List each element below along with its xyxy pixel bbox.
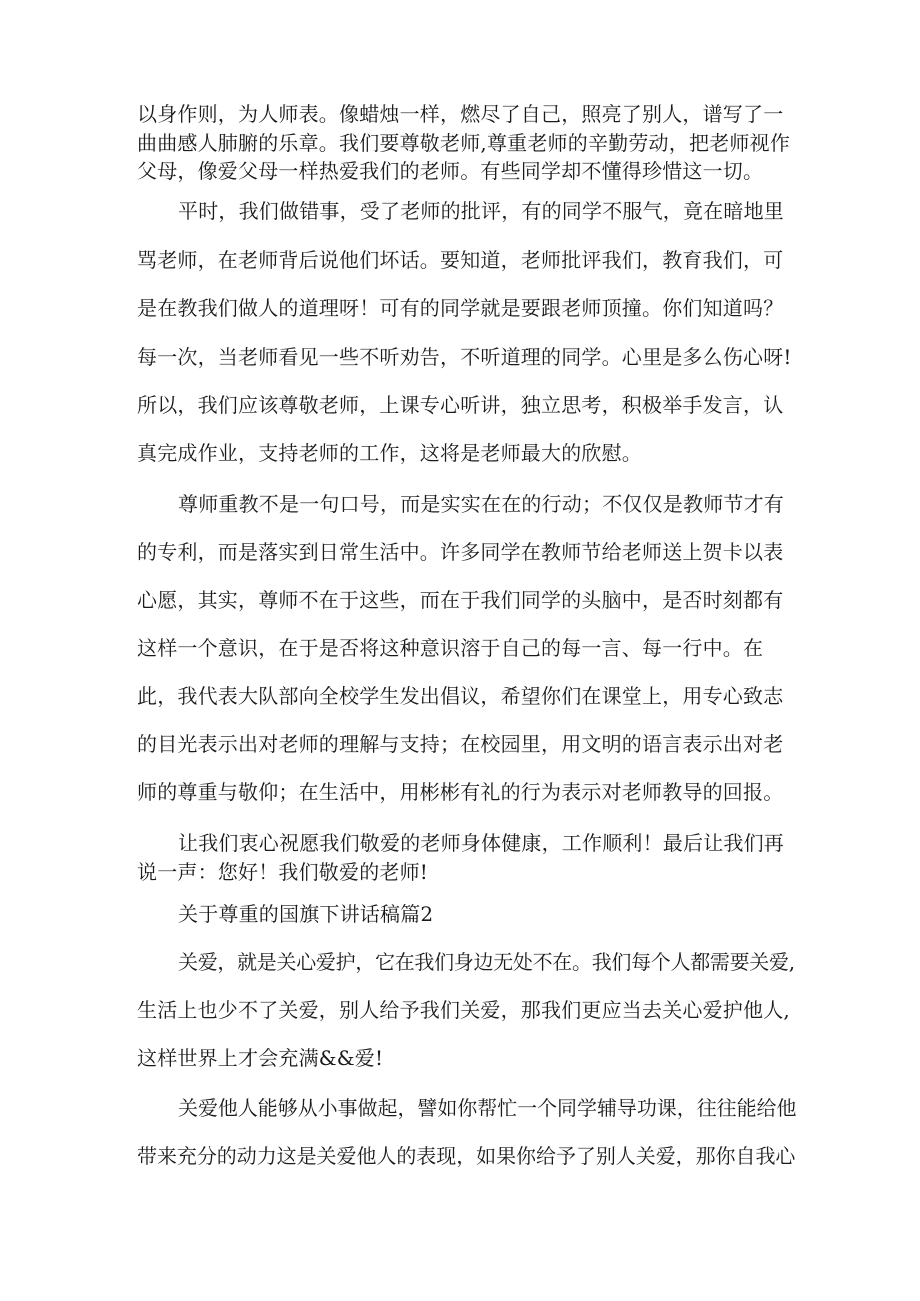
paragraph-1-line-2: 曲曲感人肺腑的乐章。我们要尊敬老师,尊重老师的辛勤劳动，把老师视作 xyxy=(137,131,790,155)
paragraph-2-line-4: 每一次，当老师看见一些不听劝告，不听道理的同学。心里是多么伤心呀! xyxy=(137,345,792,369)
paragraph-2-line-1: 平时，我们做错事，受了老师的批评，有的同学不服气，竟在暗地里 xyxy=(178,199,784,223)
paragraph-1-line-3: 父母，像爱父母一样热爱我们的老师。有些同学却不懂得珍惜这一切。 xyxy=(137,159,764,183)
paragraph-5-line-1: 关爱，就是关心爱护，它在我们身边无处不在。我们每个人都需要关爱, xyxy=(178,950,795,974)
paragraph-5-line-2: 生活上也少不了关爱，别人给予我们关爱，那我们更应当去关心爱护他人, xyxy=(137,998,790,1022)
paragraph-6-line-1: 关爱他人能够从小事做起，譬如你帮忙一个同学辅导功课，往往能给他 xyxy=(178,1096,797,1120)
paragraph-2-line-5: 所以，我们应该尊敬老师，上课专心听讲，独立思考，积极举手发言，认 xyxy=(137,393,784,417)
paragraph-3-line-3: 心愿，其实，尊师不在于这些，而在于我们同学的头脑中，是否时刻都有 xyxy=(137,588,784,612)
paragraph-3-line-7: 师的尊重与敬仰；在生活中，用彬彬有礼的行为表示对老师教导的回报。 xyxy=(137,780,784,804)
paragraph-4-line-2: 说一声：您好！我们敬爱的老师! xyxy=(137,860,429,884)
paragraph-1-line-1: 以身作则，为人师表。像蜡烛一样，燃尽了自己，照亮了别人，谱写了一 xyxy=(137,102,784,126)
paragraph-2-line-3: 是在教我们做人的道理呀！可有的同学就是要跟老师顶撞。你们知道吗？ xyxy=(137,296,784,320)
paragraph-3-line-4: 这样一个意识，在于是否将这种意识溶于自己的每一言、每一行中。在 xyxy=(137,636,764,660)
paragraph-3-line-2: 的专利，而是落实到日常生活中。许多同学在教师节给老师送上贺卡以表 xyxy=(137,540,784,564)
paragraph-4-line-1: 让我们衷心祝愿我们敬爱的老师身体健康，工作顺利！最后让我们再 xyxy=(178,831,784,855)
paragraph-3-line-6: 的目光表示出对老师的理解与支持；在校园里，用文明的语言表示出对老 xyxy=(137,732,784,756)
paragraph-3-line-5: 此，我代表大队部向全校学生发出倡议，希望你们在课堂上，用专心致志 xyxy=(137,684,784,708)
paragraph-2-line-2: 骂老师，在老师背后说他们坏话。要知道，老师批评我们，教育我们，可 xyxy=(137,248,784,272)
paragraph-6-line-2: 带来充分的动力这是关爱他人的表现，如果你给予了别人关爱，那你自我心 xyxy=(137,1144,796,1168)
paragraph-3-line-1: 尊师重教不是一句口号，而是实实在在的行动；不仅仅是教师节才有 xyxy=(178,492,784,516)
section-heading: 关于尊重的国旗下讲话稿篇2 xyxy=(178,902,434,926)
paragraph-2-line-6: 真完成作业，支持老师的工作，这将是老师最大的欣慰。 xyxy=(137,441,642,465)
paragraph-5-line-3: 这样世界上才会充满&&爱! xyxy=(137,1046,384,1070)
